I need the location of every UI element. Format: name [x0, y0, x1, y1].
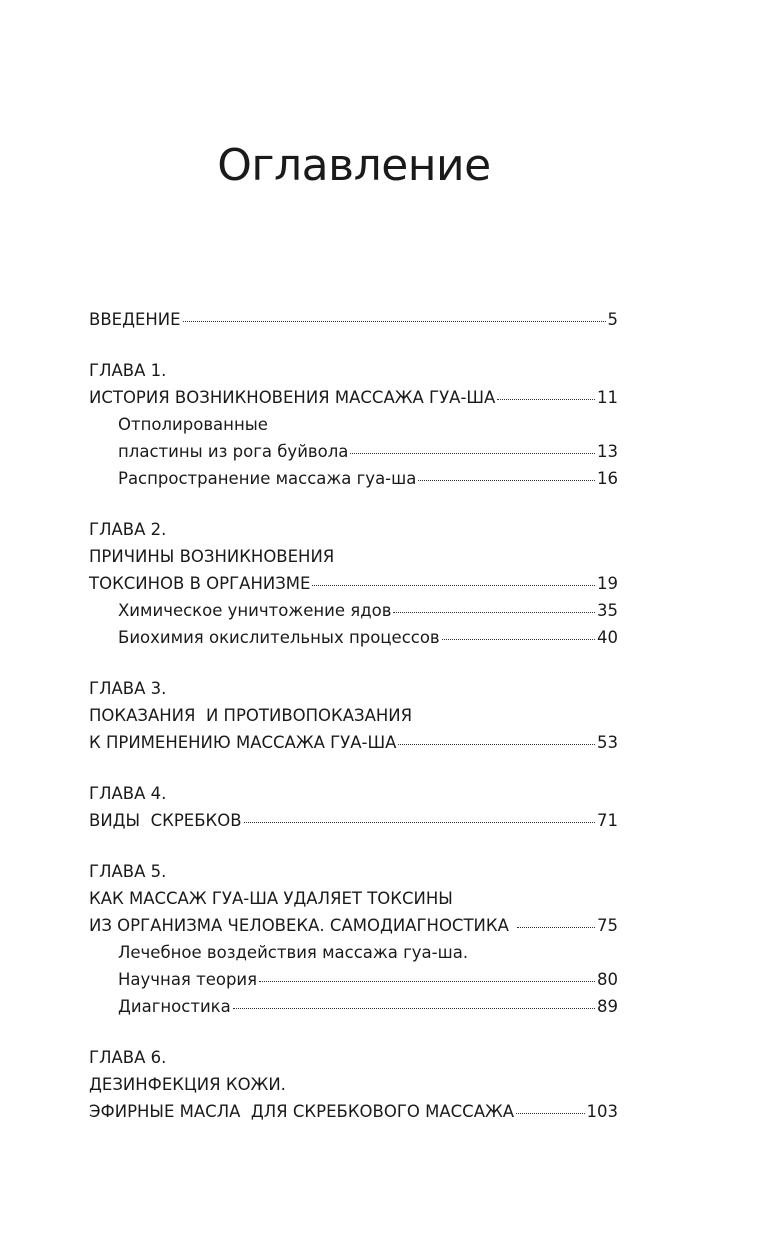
page-number: 103	[586, 1102, 618, 1121]
chapter-heading: ГЛАВА 5.	[89, 862, 167, 881]
chapter-title: КАК МАССАЖ ГУА-ША УДАЛЯЕТ ТОКСИНЫ	[89, 889, 453, 908]
dot-leader	[516, 1113, 584, 1114]
chapter-2-title-line1	[89, 543, 618, 570]
toc-entry-label: ВВЕДЕНИЕ	[89, 310, 181, 329]
chapter-1-sub1-line2	[89, 438, 618, 465]
section-title: Отполированные	[118, 415, 268, 434]
chapter-3-title-line1	[89, 702, 618, 729]
chapter-4-title	[89, 807, 618, 834]
section-title: Распространение массажа гуа-ша	[118, 469, 417, 488]
chapter-1-heading	[89, 357, 618, 384]
dot-leader	[398, 744, 595, 745]
chapter-title: ИСТОРИЯ ВОЗНИКНОВЕНИЯ МАССАЖА ГУА-ША	[89, 388, 496, 407]
chapter-5-title-line1	[89, 885, 618, 912]
chapter-title: ТОКСИНОВ В ОРГАНИЗМЕ	[89, 574, 311, 593]
section-title: пластины из рога буйвола	[118, 442, 349, 461]
chapter-heading: ГЛАВА 6.	[89, 1048, 167, 1067]
chapter-5-sub1-line2	[89, 966, 618, 993]
chapter-3-title-line2	[89, 729, 618, 756]
page-number: 75	[597, 916, 618, 935]
chapter-title: К ПРИМЕНЕНИЮ МАССАЖА ГУА-ША	[89, 733, 397, 752]
chapter-title: ВИДЫ СКРЕБКОВ	[89, 811, 242, 830]
chapter-6-heading	[89, 1044, 618, 1071]
chapter-heading: ГЛАВА 4.	[89, 784, 167, 803]
page-title: Оглавление	[217, 140, 491, 191]
chapter-4-heading	[89, 780, 618, 807]
section-title: Диагностика	[118, 997, 231, 1016]
chapter-heading: ГЛАВА 3.	[89, 679, 167, 698]
dot-leader	[442, 639, 595, 640]
chapter-title: ИЗ ОРГАНИЗМА ЧЕЛОВЕКА. САМОДИАГНОСТИКА	[89, 916, 509, 935]
chapter-1-sub1-line1	[89, 411, 618, 438]
chapter-5-heading	[89, 858, 618, 885]
section-title: Химическое уничтожение ядов	[118, 601, 392, 620]
chapter-2-heading	[89, 516, 618, 543]
chapter-title: ПРИЧИНЫ ВОЗНИКНОВЕНИЯ	[89, 547, 335, 566]
dot-leader	[393, 612, 595, 613]
chapter-5-sub2	[89, 993, 618, 1020]
section-title: Научная теория	[118, 970, 258, 989]
page-number: 5	[607, 310, 618, 329]
table-of-contents	[89, 306, 618, 1125]
chapter-5-sub1-line1	[89, 939, 618, 966]
chapter-6-title-line1	[89, 1071, 618, 1098]
page-number: 80	[597, 970, 618, 989]
dot-leader	[233, 1008, 595, 1009]
chapter-title: ДЕЗИНФЕКЦИЯ КОЖИ.	[89, 1075, 286, 1094]
chapter-2-title-line2	[89, 570, 618, 597]
page-number: 19	[597, 574, 618, 593]
chapter-1-sub2	[89, 465, 618, 492]
chapter-5-title-line2	[89, 912, 618, 939]
chapter-1-title	[89, 384, 618, 411]
page-number: 11	[597, 388, 618, 407]
page-number: 16	[597, 469, 618, 488]
page-number: 53	[597, 733, 618, 752]
dot-leader	[244, 822, 595, 823]
section-title: Биохимия окислительных процессов	[118, 628, 440, 647]
dot-leader	[259, 981, 595, 982]
chapter-2-sub1	[89, 597, 618, 624]
page-number: 71	[597, 811, 618, 830]
page-number: 89	[597, 997, 618, 1016]
dot-leader	[517, 927, 595, 928]
page-number: 13	[597, 442, 618, 461]
chapter-2-sub2	[89, 624, 618, 651]
chapter-heading: ГЛАВА 2.	[89, 520, 167, 539]
page-number: 40	[597, 628, 618, 647]
chapter-6-title-line2	[89, 1098, 618, 1125]
dot-leader	[418, 480, 595, 481]
chapter-3-heading	[89, 675, 618, 702]
dot-leader	[312, 585, 595, 586]
chapter-title: ЭФИРНЫЕ МАСЛА ДЛЯ СКРЕБКОВОГО МАССАЖА	[89, 1102, 515, 1121]
dot-leader	[350, 453, 595, 454]
dot-leader	[497, 399, 595, 400]
dot-leader	[183, 321, 606, 322]
chapter-heading: ГЛАВА 1.	[89, 361, 167, 380]
toc-entry-intro	[89, 306, 618, 333]
chapter-title: ПОКАЗАНИЯ И ПРОТИВОПОКАЗАНИЯ	[89, 706, 413, 725]
section-title: Лечебное воздействия массажа гуа-ша.	[118, 943, 469, 962]
page-number: 35	[597, 601, 618, 620]
